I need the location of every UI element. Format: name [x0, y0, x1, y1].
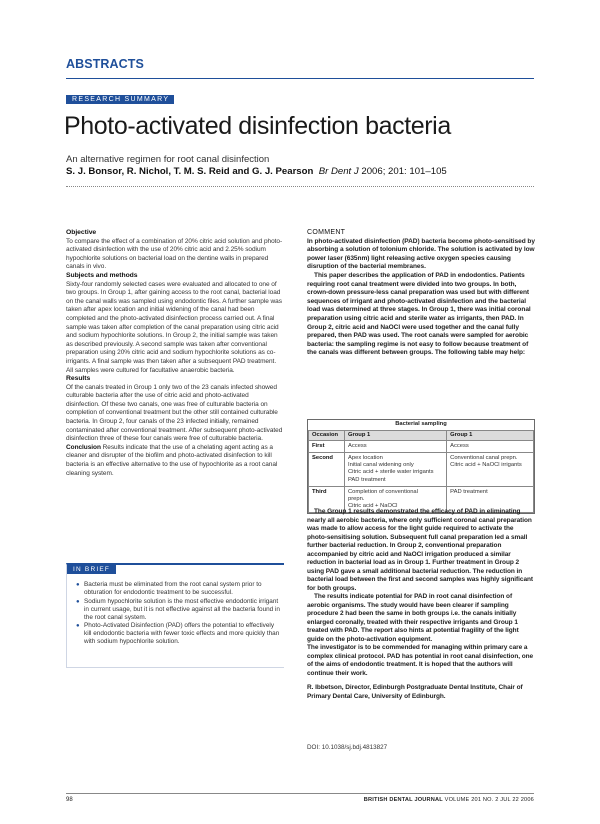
- footer-rule: [66, 793, 534, 794]
- in-brief-box: [66, 563, 284, 668]
- sampling-table: [307, 419, 535, 514]
- bullet-icon: ●: [76, 623, 80, 629]
- table-cell: Completion of conventional prepn. Citric acid + NaOCl: [345, 486, 447, 512]
- table-cell: Access: [345, 441, 447, 453]
- comment-continued: [307, 508, 535, 701]
- divider: [66, 186, 534, 187]
- comment-column: [307, 229, 535, 358]
- objective-text: To compare the effect of a combination of 20% citric acid solution and photo-activated disinfection with the use of 20% citric acid and 2.25% sodium hypochlorite solutions on bacterial load on the dentine walls in prepared canals in vivo.: [66, 237, 283, 271]
- doi-link[interactable]: DOI: 10.1038/sj.bdj.4813827: [307, 744, 388, 751]
- table-cell: Conventional canal prepn. Citric acid + NaOCl irrigants: [447, 453, 534, 486]
- conclusion-paragraph: [66, 444, 284, 478]
- bullet-icon: ●: [76, 582, 80, 588]
- table-header: Group 1: [447, 431, 534, 441]
- table-cell: PAD treatment: [447, 486, 534, 512]
- comment-p4: The results indicate potential for PAD in root canal disinfection of aerobic organisms. The study would have been clearer if sampling procedure 2 had been the same in both groups i.e. the canals initially enlarged coronally, treated with their respective irrigants and Group 1 treated with PAD. The report also hints at potential fragility of the light guide on the photo-activation equipment.: [307, 593, 519, 643]
- results-text: Of the canals treated in Group 1 only two of the 23 canals infected showed culturable bacteria after the use of citric acid and photo-activated disinfection. Of these two canals, one was free of culturable bacteria on completion of conventional treatment but the other still contained culturable bacteria. In Group 2, four canals of the 23 infected initially, remained contaminated after conventional treatment. After subsequent photo-activated disinfection three of these four canals were free of culturable bacteria.: [66, 383, 283, 443]
- table-header: Occasion: [309, 431, 345, 441]
- research-summary-tag: RESEARCH SUMMARY: [66, 95, 174, 104]
- article-subtitle: An alternative regimen for root canal disinfection: [66, 154, 270, 165]
- table-cell: Third: [309, 486, 345, 512]
- table-row: [309, 453, 534, 486]
- results-heading: Results: [66, 375, 91, 383]
- list-item: [76, 622, 282, 646]
- table-cell: Apex location Initial canal widening only Citric acid + sterile water irrigants PAD treatment: [345, 453, 447, 486]
- footer-issue: VOLUME 201 NO. 2 JUL 22 2006: [442, 797, 534, 803]
- list-item: [76, 598, 282, 622]
- in-brief-tag: IN BRIEF: [67, 565, 116, 574]
- conclusion-heading: Conclusion: [66, 443, 101, 451]
- table-row: [309, 441, 534, 453]
- comment-p2: This paper describes the application of PAD in endodontics. Patients requiring root canal treatment were divided into two groups. In both, crown-down pressure-less canal preparation was used but with different sequences of irrigant and photo-activated disinfection and the bacterial load was determined at three stages. In Group 1, there was initial coronal preparation using citric acid and sterile water as irrigants, then PAD. In Group 2, citric acid and NaOCl were used together and the canal fully prepared, then PAD was used. The root canals were sampled for aerobic bacteria: the sampling regime is not easy to follow because treatment of the canals was different between groups. The following table may help:: [307, 271, 531, 357]
- in-brief-list: [76, 581, 282, 647]
- list-item: [76, 581, 282, 597]
- author-line: [66, 166, 447, 177]
- authors: S. J. Bonsor, R. Nichol, T. M. S. Reid and G. J. Pearson: [66, 166, 314, 177]
- article-title: Photo-activated disinfection bacteria: [64, 112, 451, 140]
- table-cell: Access: [447, 441, 534, 453]
- table-cell: First: [309, 441, 345, 453]
- footer-journal-name: BRITISH DENTAL JOURNAL: [363, 797, 443, 803]
- citation: 2006; 201: 101–105: [361, 166, 447, 177]
- list-item-text: Bacteria must be eliminated from the root canal system prior to obturation for endodontic treatment to be successful.: [84, 581, 262, 596]
- comment-p1: In photo-activated disinfection (PAD) bacteria become photo-sensitised by absorbing a solution of tolonium chloride. The solution is activated by low power laser (635nm) light releasing active oxygen species causing disruption of the bacterial membranes.: [307, 237, 535, 271]
- bullet-icon: ●: [76, 598, 80, 605]
- objective-heading: Objective: [66, 229, 97, 236]
- list-item-text: Sodium hypochlorite solution is the most effective endodontic irrigant in current usage, but it is not effective against all the bacteria found in the root canal system.: [84, 597, 280, 621]
- subjects-text: Sixty-four randomly selected cases were evaluated and allocated to one of two groups. In Group 1, after gaining access to the root canal, bacterial load on the canal walls was sampled using endodontic files. A further sample was taken after apex location and initial widening of the canal had been completed and the photo-activated disinfection process carried out. A final sample was taken after completion of the canal preparation using citric acid and sodium hypochlorite solutions. In Group 2, the initial sample was taken as described previously. A second sample was taken after conventional preparation using 20% citric acid and sodium hypochlorite solutions as co-irrigants. A final sample was then taken after a subsequent PAD treatment. All samples were cultured for facultative anaerobic bacteria.: [66, 280, 282, 374]
- affiliation: R. Ibbetson, Director, Edinburgh Postgraduate Dental Institute, Chair of Primary Dental Care, University of Edinburgh.: [307, 684, 523, 700]
- page-number: 98: [66, 797, 73, 803]
- comment-p5: The investigator is to be commended for managing within primary care a complex clinical protocol. PAD has potential in root canal disinfection, one of the aims of endodontic treatment. It is hoped that the authors will continue their work.: [307, 644, 534, 677]
- comment-p3: The Group 1 results demonstrated the efficacy of PAD in eliminating nearly all aerobic bacteria, where only sufficient coronal canal preparation was made to allow access for the light guide required to activate the photo-sensitising solution. Subsequent full canal preparation led a small further bacterial reduction. In Group 2, conventional preparation accompanied by citric acid and NaOCl irrigation produced a similar reduction in bacterial load as in Group 1. Further treatment in Group 2 using PAD gave a small additional bacterial reduction. The reduction in bacterial load between the first and second samples was highly significant for both groups.: [307, 508, 534, 592]
- section-title: ABSTRACTS: [66, 57, 144, 71]
- table-caption: Bacterial sampling: [395, 421, 447, 427]
- journal-name: Br Dent J: [318, 166, 359, 177]
- abstract-column: [66, 229, 284, 478]
- subjects-heading: Subjects and methods: [66, 271, 138, 279]
- list-item-text: Photo-Activated Disinfection (PAD) offers the potential to effectively kill endodontic bacteria with fewer toxic effects and more quickly than with sodium hypochlorite solution.: [84, 622, 280, 645]
- footer-journal: [364, 797, 534, 803]
- top-rule: [66, 78, 534, 79]
- table-header: Group 1: [345, 431, 447, 441]
- comment-heading: COMMENT: [307, 229, 346, 236]
- table-cell: Second: [309, 453, 345, 486]
- conclusion-text: Results indicate that the use of a chelating agent acting as a cleaner and disrupter of the biofilm and photo-activated disinfection to kill bacteria is an effective alternative to the use of hypochlorite as a root canal cleaning system.: [66, 443, 278, 477]
